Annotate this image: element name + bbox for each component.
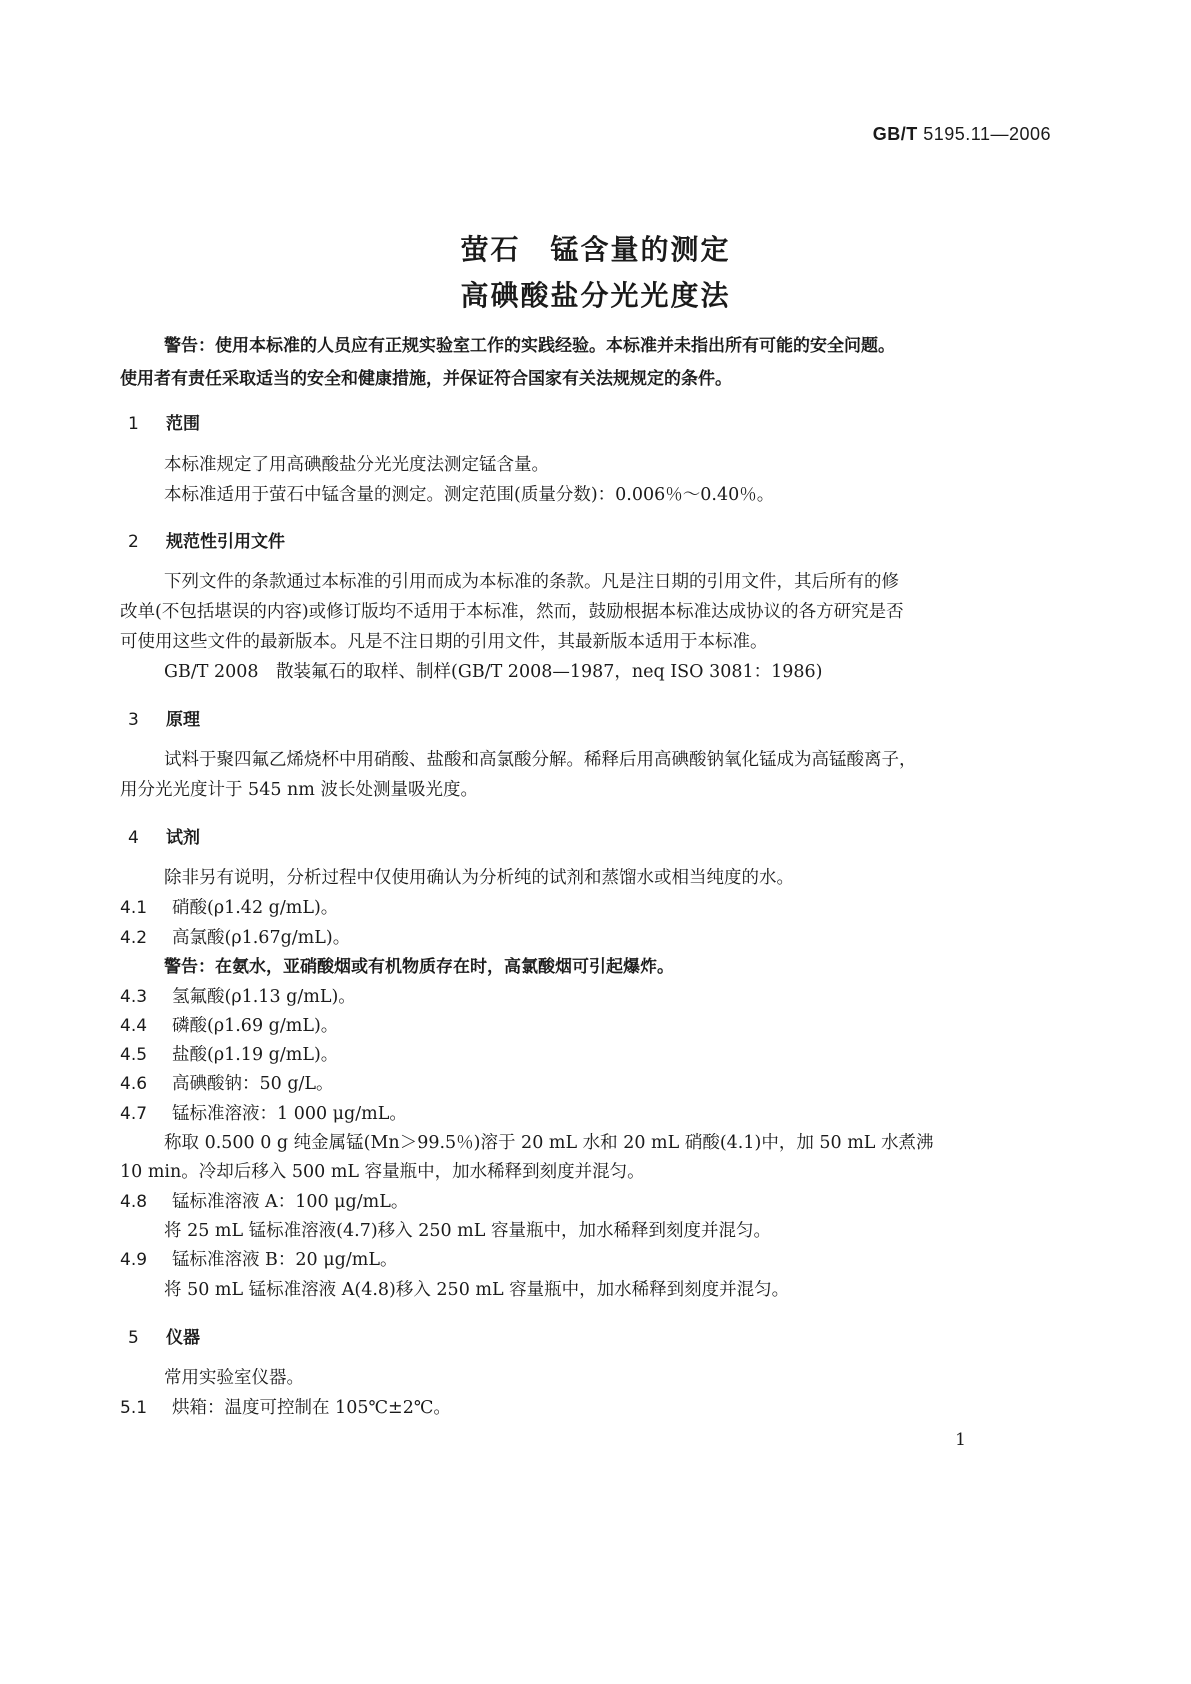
item-text: 烘箱：温度可控制在 105℃±2℃。 <box>172 1398 451 1418</box>
item-number: 4.8 <box>120 1192 148 1212</box>
item-number: 4.6 <box>120 1074 148 1094</box>
perchloric-acid-warning: 警告：在氨水，亚硝酸烟或有机物质存在时，高氯酸烟可引起爆炸。 <box>164 957 674 977</box>
section-3-heading <box>128 705 200 730</box>
section-4-intro: 除非另有说明，分析过程中仅使用确认为分析纯的试剂和蒸馏水或相当纯度的水。 <box>164 868 794 888</box>
item-text: 磷酸(ρ1.69 g/mL)。 <box>172 1016 339 1036</box>
section-title: 原理 <box>166 710 200 730</box>
item-text: 氢氟酸(ρ1.13 g/mL)。 <box>172 987 356 1007</box>
section-1-para-1: 本标准规定了用高碘酸盐分光光度法测定锰含量。 <box>164 455 549 475</box>
reagent-item <box>120 1190 408 1214</box>
item-text: 高氯酸(ρ1.67g/mL)。 <box>172 928 351 948</box>
item-number: 4.3 <box>120 987 148 1007</box>
reagent-item <box>120 1102 407 1126</box>
section-4-heading <box>128 823 200 848</box>
item-text: 盐酸(ρ1.19 g/mL)。 <box>172 1045 339 1065</box>
standard-prefix: GB/T <box>872 124 918 144</box>
page-number: 1 <box>955 1430 966 1450</box>
item-number: 4.4 <box>120 1016 148 1036</box>
reagent-item <box>120 926 350 950</box>
section-number: 5 <box>128 1328 139 1348</box>
section-5-intro: 常用实验室仪器。 <box>164 1368 304 1388</box>
item-text: 锰标准溶液：1 000 μg/mL。 <box>172 1104 407 1124</box>
warning-line-1: 警告：使用本标准的人员应有正规实验室工作的实践经验。本标准并未指出所有可能的安全问题。 <box>164 336 895 356</box>
reagent-item <box>120 985 356 1009</box>
warning-line-2: 使用者有责任采取适当的安全和健康措施，并保证符合国家有关法规规定的条件。 <box>120 369 732 389</box>
normative-reference: GB/T 2008 散装氟石的取样、制样(GB/T 2008—1987，neq ISO 3081：1986) <box>164 662 823 682</box>
item-number: 4.9 <box>120 1250 148 1270</box>
item-text: 高碘酸钠：50 g/L。 <box>172 1074 334 1094</box>
section-title: 范围 <box>166 414 200 434</box>
section-3-para-line-1: 试料于聚四氟乙烯烧杯中用硝酸、盐酸和高氯酸分解。稀释后用高碘酸钠氧化锰成为高锰酸离子， <box>164 750 917 770</box>
reagent-item <box>120 896 338 920</box>
section-5-heading <box>128 1323 200 1348</box>
section-number: 4 <box>128 828 139 848</box>
section-number: 3 <box>128 710 139 730</box>
section-title: 仪器 <box>166 1328 200 1348</box>
section-3-para-line-2: 用分光光度计于 545 nm 波长处测量吸光度。 <box>120 780 478 800</box>
section-2-para-line-2: 改单(不包括堪误的内容)或修订版均不适用于本标准，然而，鼓励根据本标准达成协议的各方研究是否 <box>120 602 904 622</box>
title-subject: 锰含量的测定 <box>550 233 731 266</box>
title-material: 萤石 <box>460 233 521 266</box>
section-number: 1 <box>128 414 139 434</box>
reagent-49-note: 将 50 mL 锰标准溶液 A(4.8)移入 250 mL 容量瓶中，加水稀释到刻度并混匀。 <box>164 1280 790 1300</box>
item-number: 4.7 <box>120 1104 148 1124</box>
item-text: 锰标准溶液 A：100 μg/mL。 <box>172 1192 409 1212</box>
reagent-item <box>120 1248 397 1272</box>
section-2-heading <box>128 527 285 552</box>
section-title: 试剂 <box>166 828 200 848</box>
section-2-para-line-3: 可使用这些文件的最新版本。凡是不注日期的引用文件，其最新版本适用于本标准。 <box>120 632 768 652</box>
section-1-heading <box>128 409 200 434</box>
reagent-47-note-line-1: 称取 0.500 0 g 纯金属锰(Mn＞99.5％)溶于 20 mL 水和 20 mL 硝酸(4.1)中，加 50 mL 水煮沸 <box>164 1133 934 1153</box>
item-text: 硝酸(ρ1.42 g/mL)。 <box>172 898 339 918</box>
apparatus-item <box>120 1396 451 1420</box>
item-text: 锰标准溶液 B：20 μg/mL。 <box>172 1250 398 1270</box>
item-number: 4.2 <box>120 928 148 948</box>
title-line-2: 高碘酸盐分光光度法 <box>460 279 731 312</box>
section-1-para-2: 本标准适用于萤石中锰含量的测定。测定范围(质量分数)：0.006％～0.40％。 <box>164 485 775 505</box>
item-number: 4.5 <box>120 1045 148 1065</box>
reagent-item <box>120 1072 334 1096</box>
standard-number <box>873 124 1051 145</box>
item-number: 5.1 <box>120 1398 148 1418</box>
item-number: 4.1 <box>120 898 148 918</box>
reagent-item <box>120 1014 338 1038</box>
section-2-para-line-1: 下列文件的条款通过本标准的引用而成为本标准的条款。凡是注日期的引用文件，其后所有的修 <box>164 572 899 592</box>
standard-code: 5195.11—2006 <box>923 124 1051 144</box>
reagent-48-note: 将 25 mL 锰标准溶液(4.7)移入 250 mL 容量瓶中，加水稀释到刻度并混匀。 <box>164 1221 771 1241</box>
section-number: 2 <box>128 532 139 552</box>
section-title: 规范性引用文件 <box>166 532 285 552</box>
title-line-1 <box>0 228 1191 268</box>
reagent-item <box>120 1043 338 1067</box>
reagent-47-note-line-2: 10 min。冷却后移入 500 mL 容量瓶中，加水稀释到刻度并混匀。 <box>120 1162 645 1182</box>
